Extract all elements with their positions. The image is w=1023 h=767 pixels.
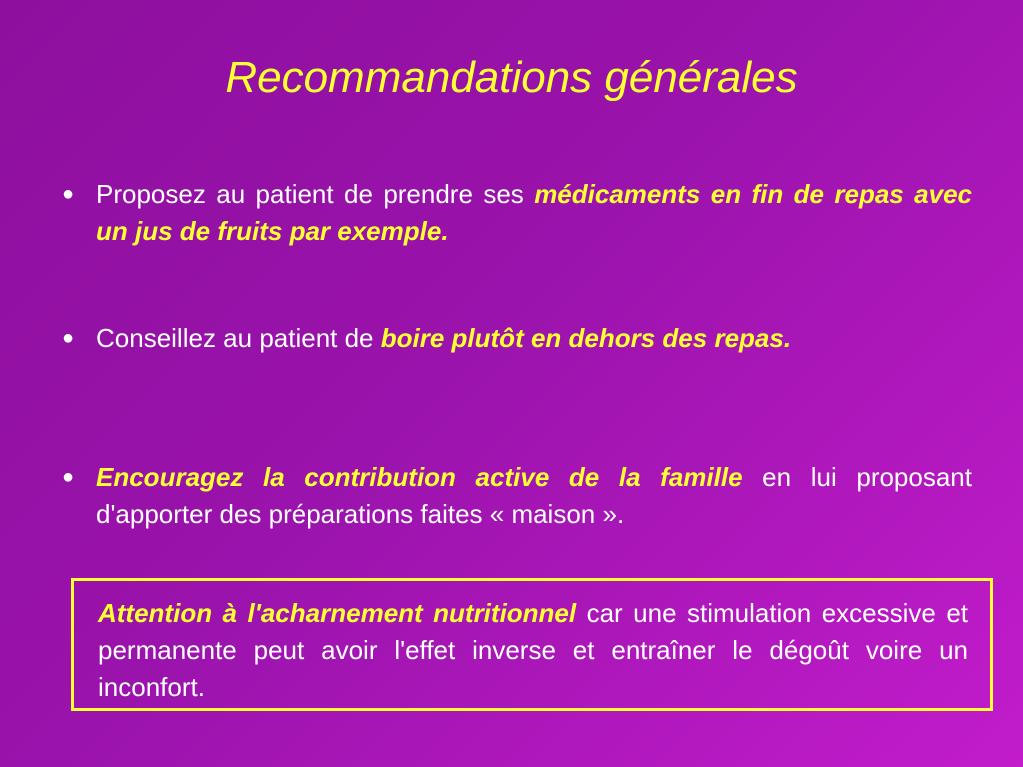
bullet-text-plain: Conseillez au patient de — [96, 323, 381, 353]
warning-emphasis: Attention à l'acharnement nutritionnel — [98, 598, 577, 628]
bullet-item — [62, 320, 972, 357]
bullet-text-emphasis: Encouragez la contribution active de la famille — [96, 462, 743, 492]
bullet-text-emphasis: boire plutôt en dehors des repas. — [380, 323, 792, 353]
slide-title: Recommandations générales — [225, 53, 798, 102]
bullet-text — [96, 320, 972, 357]
bullet-text-plain: Proposez au patient de prendre ses — [96, 179, 535, 209]
bullet-dot-icon: ● — [62, 183, 75, 205]
bullet-text — [96, 459, 972, 533]
bullet-text-emphasis: médicaments en fin de repas avec un jus de fruits par exemple. — [96, 179, 972, 246]
warning-box — [71, 578, 993, 711]
bullet-item — [62, 459, 972, 533]
bullet-item — [62, 176, 972, 250]
bullet-text-plain: en lui proposant d'apporter des préparations faites « maison ». — [96, 462, 972, 529]
bullet-dot-icon: ● — [62, 466, 75, 488]
bullet-text — [96, 176, 972, 250]
bullet-dot-icon: ● — [62, 327, 75, 349]
warning-text: car une stimulation excessive et permanente peut avoir l'effet inverse et entraîner le dégoût voire un inconfort. — [98, 598, 968, 702]
